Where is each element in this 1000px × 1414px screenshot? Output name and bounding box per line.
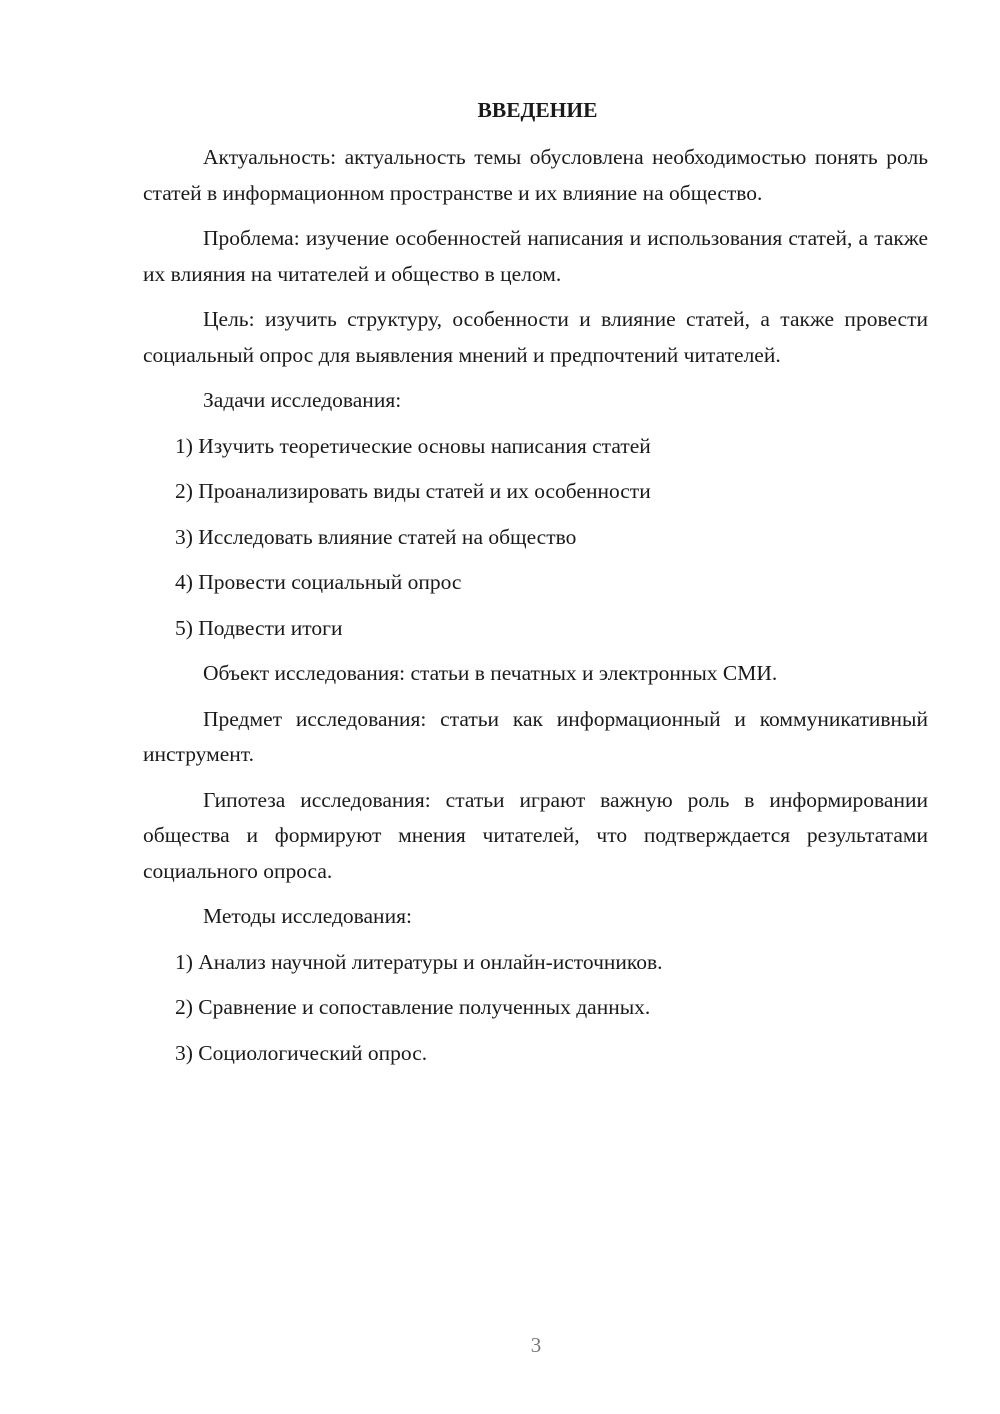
tasks-heading: Задачи исследования: [203,388,402,412]
task-item: 4) Провести социальный опрос [175,570,462,594]
section-title: ВВЕДЕНИЕ [477,98,598,122]
task-item: 2) Проанализировать виды статей и их особенности [175,479,651,503]
page-content [143,93,928,1081]
method-item: 2) Сравнение и сопоставление полученных данных. [175,995,651,1019]
relevance-paragraph: Актуальность: актуальность темы обусловлена необходимостью понять роль статей в информационном пространстве и их влияние на общество. [143,145,928,205]
object-paragraph: Объект исследования: статьи в печатных и электронных СМИ. [203,661,778,685]
methods-heading: Методы исследования: [203,904,412,928]
task-item: 5) Подвести итоги [175,615,343,640]
method-item: 3) Социологический опрос. [175,1040,428,1065]
problem-paragraph: Проблема: изучение особенностей написания и использования статей, а также их влияния на читателей и общество в целом. [143,226,928,286]
goal-paragraph: Цель: изучить структуру, особенности и влияние статей, а также провести социальный опрос для выявления мнений и предпочтений читателей. [143,307,928,367]
method-item: 1) Анализ научной литературы и онлайн-источников. [175,949,663,974]
task-item: 1) Изучить теоретические основы написания статей [175,433,651,458]
page-number: 3 [530,1333,542,1357]
subject-paragraph: Предмет исследования: статьи как информационный и коммуникативный инструмент. [143,706,928,766]
hypothesis-paragraph: Гипотеза исследования: статьи играют важную роль в информировании общества и формируют мнения читателей, что подтверждается результатами социального опроса. [143,787,928,883]
task-item: 3) Исследовать влияние статей на общество [175,524,577,549]
